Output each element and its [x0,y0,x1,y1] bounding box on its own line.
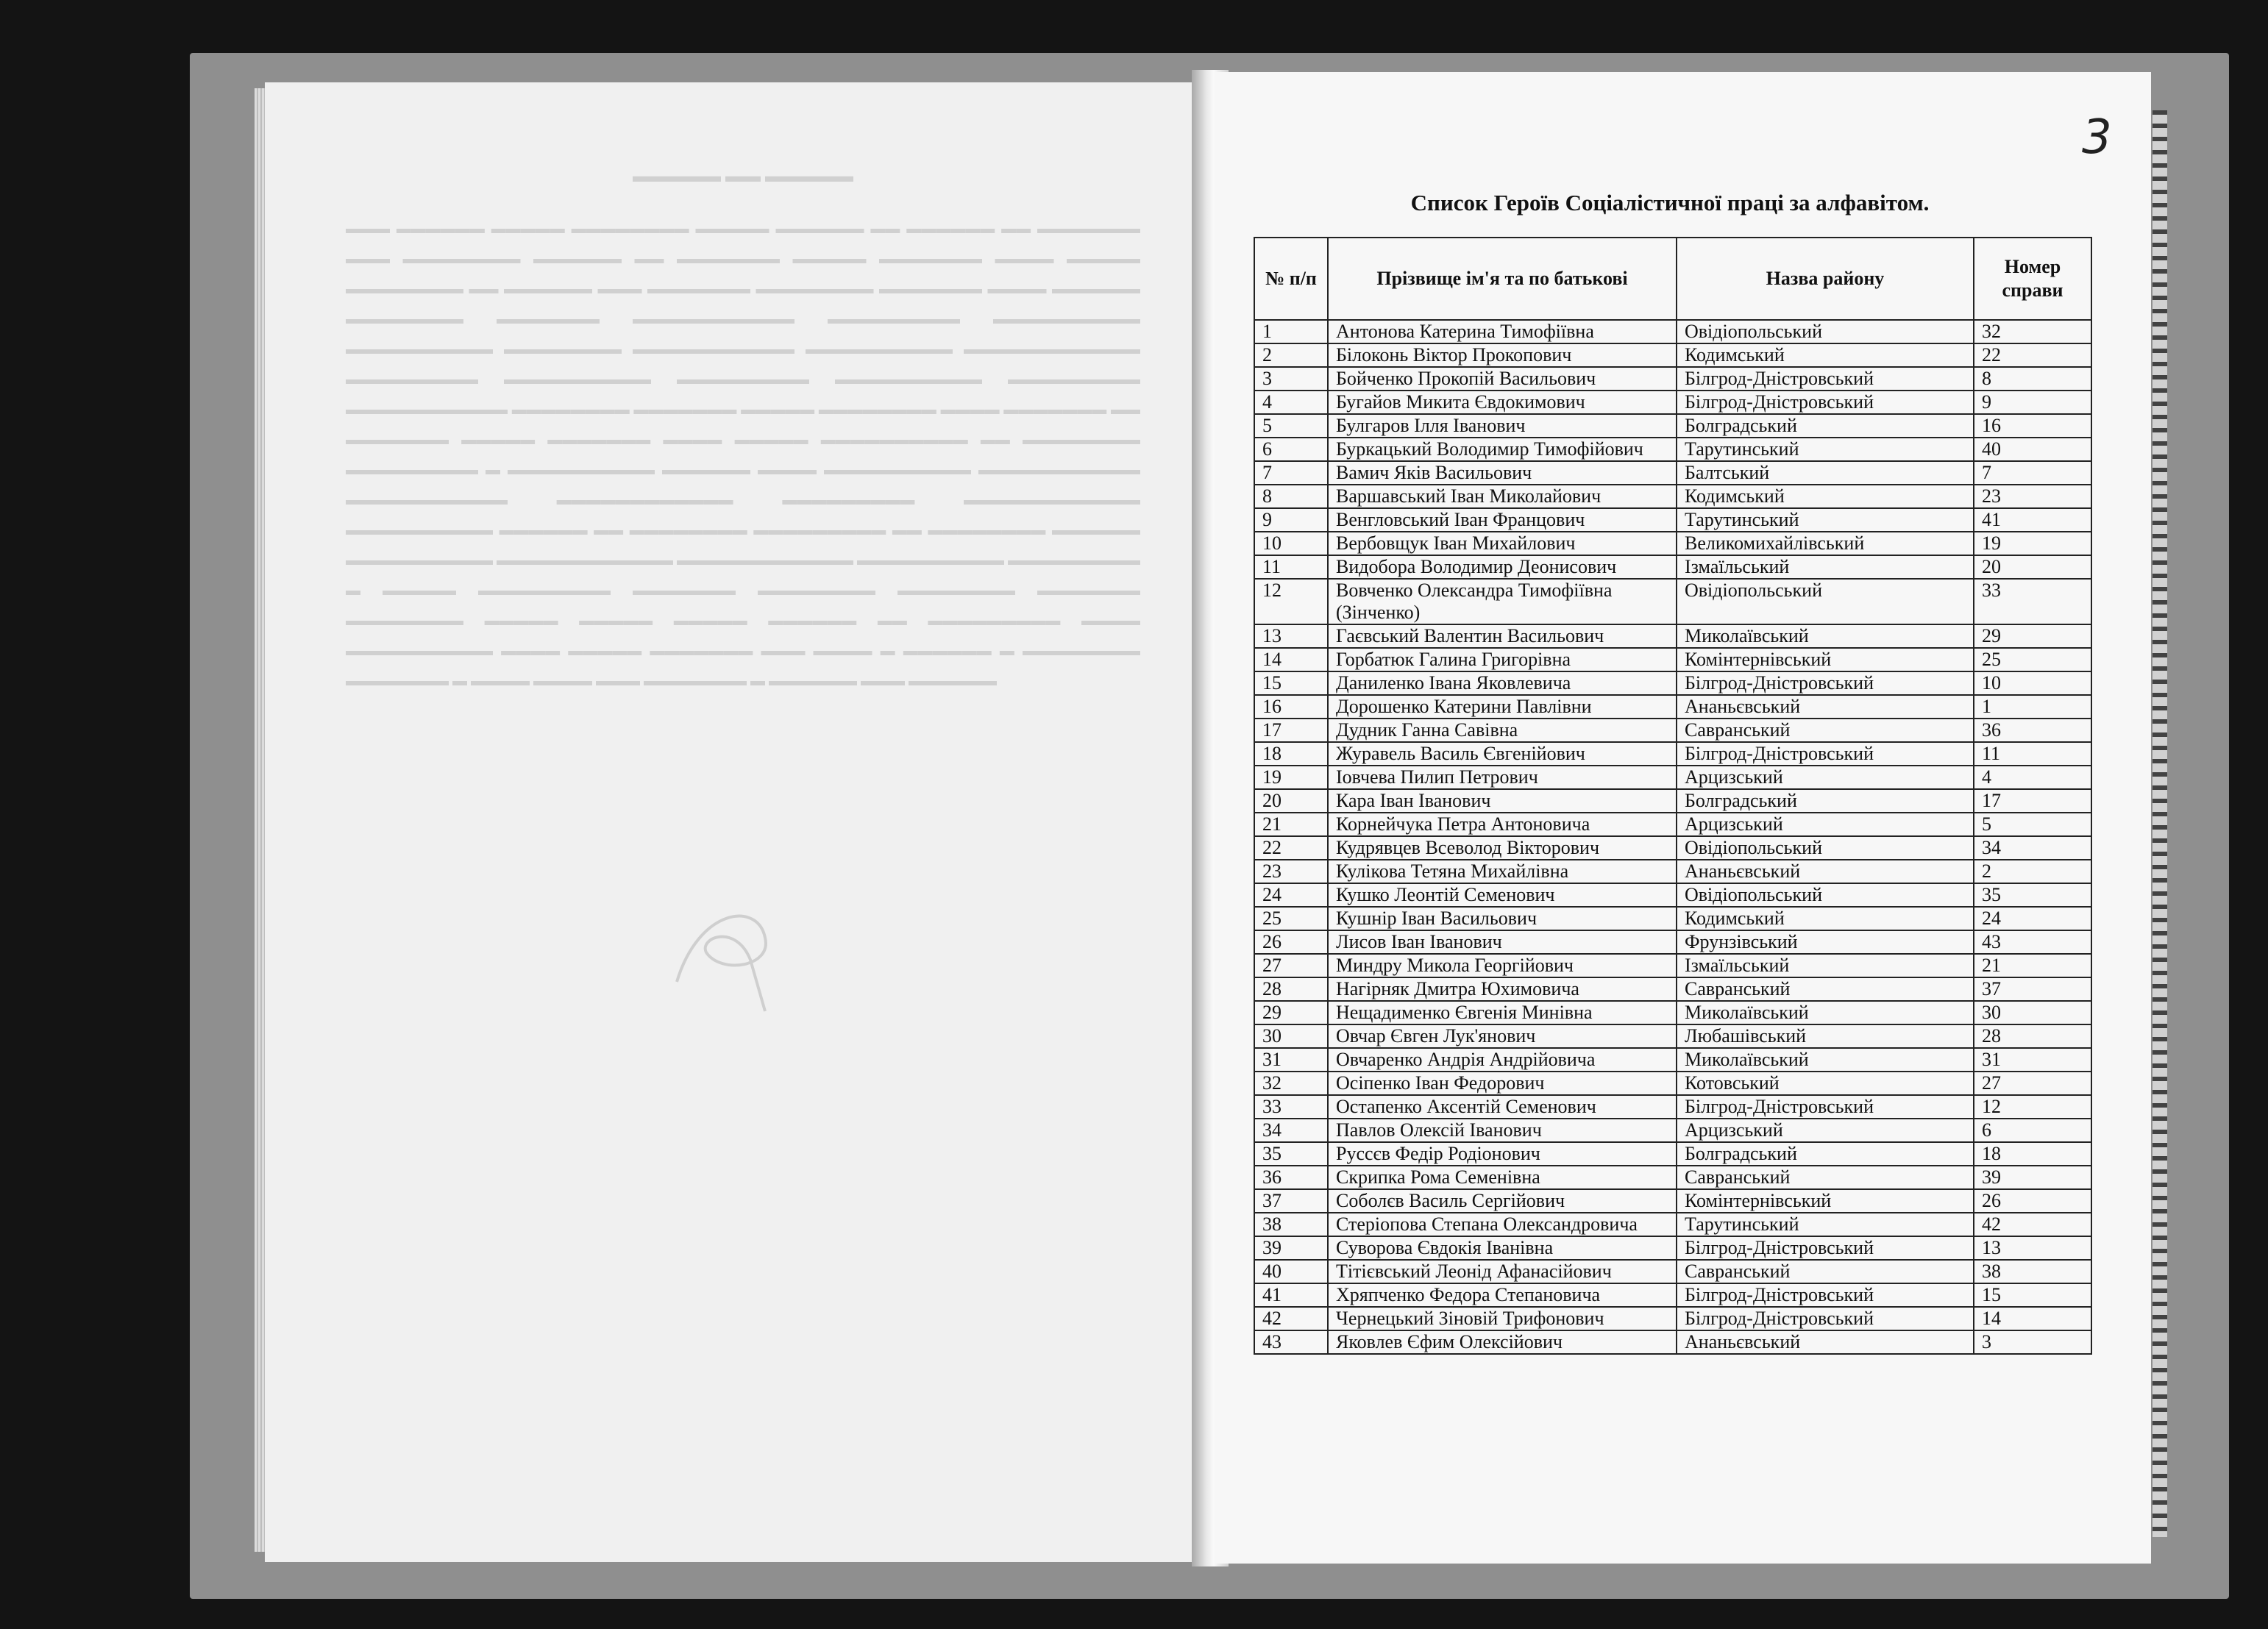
row-number: 11 [1254,555,1328,579]
row-district: Савранський [1677,1260,1974,1283]
row-case-number: 11 [1974,742,2091,766]
row-case-number: 6 [1974,1119,2091,1142]
row-case-number: 40 [1974,438,2091,461]
row-district: Котовський [1677,1072,1974,1095]
row-full-name: Павлов Олексій Іванович [1328,1119,1677,1142]
row-district: Фрунзівський [1677,930,1974,954]
row-number: 27 [1254,954,1328,977]
row-number: 23 [1254,860,1328,883]
row-number: 17 [1254,719,1328,742]
row-case-number: 13 [1974,1236,2091,1260]
row-case-number: 28 [1974,1024,2091,1048]
row-case-number: 42 [1974,1213,2091,1236]
row-district: Кодимський [1677,343,1974,367]
table-row [1254,391,2091,414]
row-case-number: 23 [1974,485,2091,508]
row-case-number: 22 [1974,343,2091,367]
row-case-number: 41 [1974,508,2091,532]
row-number: 28 [1254,977,1328,1001]
row-district: Ізмаїльський [1677,954,1974,977]
row-district: Ананьєвський [1677,1330,1974,1354]
header-number: № п/п [1254,238,1328,320]
row-full-name: Хряпченко Федора Степановича [1328,1283,1677,1307]
table-row [1254,485,2091,508]
row-full-name: Тітієвський Леонід Афанасійович [1328,1260,1677,1283]
row-full-name: Кулікова Тетяна Михайлівна [1328,860,1677,883]
table-row [1254,930,2091,954]
row-case-number: 25 [1974,648,2091,671]
row-full-name: Стеріопова Степана Олександровича [1328,1213,1677,1236]
row-district: Комінтернівський [1677,648,1974,671]
row-full-name: Нещадименко Євгенія Минівна [1328,1001,1677,1024]
row-number: 8 [1254,485,1328,508]
table-row [1254,1048,2091,1072]
row-full-name: Венгловський Іван Францович [1328,508,1677,532]
row-number: 36 [1254,1166,1328,1189]
row-district: Білгрод-Дністровський [1677,1236,1974,1260]
row-case-number: 12 [1974,1095,2091,1119]
row-district: Арцизський [1677,766,1974,789]
row-number: 19 [1254,766,1328,789]
row-district: Кодимський [1677,907,1974,930]
row-district: Ізмаїльський [1677,555,1974,579]
table-row [1254,1072,2091,1095]
row-number: 16 [1254,695,1328,719]
row-number: 38 [1254,1213,1328,1236]
row-case-number: 4 [1974,766,2091,789]
row-number: 3 [1254,367,1328,391]
row-case-number: 27 [1974,1072,2091,1095]
header-case-number: Номер справи [1974,238,2091,320]
table-row [1254,1236,2091,1260]
table-row [1254,367,2091,391]
row-full-name: Даниленко Івана Яковлевича [1328,671,1677,695]
row-full-name: Видобора Володимир Деонисович [1328,555,1677,579]
row-full-name: Кушнір Іван Васильович [1328,907,1677,930]
row-full-name: Горбатюк Галина Григорівна [1328,648,1677,671]
row-case-number: 30 [1974,1001,2091,1024]
row-number: 35 [1254,1142,1328,1166]
row-number: 12 [1254,579,1328,624]
table-row [1254,1142,2091,1166]
table-row [1254,860,2091,883]
table-row [1254,836,2091,860]
row-case-number: 15 [1974,1283,2091,1307]
row-number: 10 [1254,532,1328,555]
row-case-number: 20 [1974,555,2091,579]
row-case-number: 19 [1974,532,2091,555]
row-district: Комінтернівський [1677,1189,1974,1213]
table-row [1254,555,2091,579]
row-case-number: 32 [1974,320,2091,343]
row-case-number: 1 [1974,695,2091,719]
bleed-through-text: ▬▬▬▬▬ ▬▬ ▬▬▬▬▬ ▬▬▬ ▬▬▬▬▬▬ ▬▬▬▬▬ ▬▬▬▬▬▬▬▬ ▬▬▬▬▬ ▬▬▬▬▬▬ ▬▬ ▬▬▬▬▬▬ ▬▬ ▬▬▬▬▬▬▬ ▬▬▬ ▬▬▬▬▬▬▬▬ ▬▬▬▬▬▬ ▬▬ ▬▬▬▬▬▬▬ ▬▬▬▬▬ ▬▬▬▬▬▬▬ ▬▬▬▬ ▬▬▬▬▬ ▬▬▬▬▬▬▬▬ ▬▬ ▬▬▬▬▬▬ ▬▬▬ ▬▬▬▬▬▬▬ ▬▬▬▬▬▬▬▬ ▬▬▬▬▬▬▬ ▬▬▬▬ ▬▬▬▬▬▬ ▬▬▬▬▬▬▬▬ ▬▬▬▬▬▬▬ ▬▬▬▬▬▬▬▬▬▬▬ ▬▬▬▬▬▬▬▬▬ ▬▬▬▬▬▬▬▬▬▬ ▬▬▬▬▬▬▬▬▬▬ ▬▬▬▬▬▬▬▬ ▬▬▬▬▬▬▬▬▬▬▬ ▬▬▬▬▬▬▬▬▬▬ ▬▬▬▬▬▬▬▬▬▬▬▬ ▬▬▬▬▬▬▬▬▬ ▬▬▬▬▬▬▬▬▬▬ ▬▬▬▬▬▬▬▬▬ ▬▬▬▬▬▬▬▬▬▬ ▬▬▬▬▬▬▬▬▬ ▬▬▬▬▬▬▬▬▬▬▬ ▬▬▬▬▬▬▬▬ ▬▬▬▬▬▬▬ ▬▬▬▬▬ ▬▬▬▬▬▬▬▬ ▬▬▬▬ ▬▬▬▬▬▬▬ ▬▬ ▬▬▬▬▬▬▬ ▬▬▬▬▬ ▬▬▬▬▬▬▬ ▬▬▬▬ ▬▬▬▬▬ ▬▬▬▬▬▬▬▬▬▬ ▬▬ ▬▬▬▬▬▬▬▬ ▬▬▬▬▬▬▬▬▬ ▬ ▬▬▬▬▬▬▬▬▬▬ ▬▬▬▬▬▬ ▬▬▬▬ ▬▬▬▬▬▬▬▬▬▬ ▬▬▬▬▬▬▬▬▬▬▬ ▬▬▬▬▬▬▬▬▬▬▬ ▬▬▬▬▬▬▬▬▬▬▬▬ ▬▬▬▬▬▬▬▬▬ ▬▬▬▬▬▬▬▬▬▬▬▬ ▬▬▬▬▬▬▬▬▬▬ ▬▬▬▬▬▬ ▬▬ ▬▬▬▬▬▬▬▬ ▬▬▬▬▬▬▬▬▬ ▬▬ ▬▬▬▬▬▬▬▬ ▬▬▬▬▬▬ ▬▬▬▬▬▬▬▬▬▬ ▬▬▬▬▬▬▬▬▬▬▬▬ ▬▬▬▬▬▬▬▬▬▬▬▬ ▬▬▬▬▬▬▬▬▬▬ ▬▬▬▬▬▬▬▬▬ ▬ ▬▬▬▬▬ ▬▬▬▬▬▬▬▬▬ ▬▬▬▬▬▬▬ ▬▬▬▬▬▬▬▬ ▬▬▬▬▬▬▬▬ ▬▬▬▬▬▬▬ ▬▬▬▬▬▬▬▬ ▬▬▬▬▬ ▬▬▬▬▬ ▬▬▬▬▬ ▬▬▬▬▬▬ ▬▬ ▬▬▬▬▬▬▬▬▬ ▬▬▬▬ ▬▬▬▬▬▬▬▬▬▬ ▬▬▬▬ ▬▬▬▬▬ ▬▬▬▬▬▬▬ ▬▬▬ ▬▬▬▬ ▬ ▬▬▬▬▬▬ ▬ ▬▬▬▬▬▬▬▬ ▬▬▬▬▬▬▬ ▬ ▬▬▬▬ ▬▬▬▬ ▬▬▬ ▬▬▬▬▬▬▬ ▬ ▬▬▬▬▬▬ ▬▬▬ ▬▬▬▬▬▬ [346,167,1140,689]
row-district: Ананьєвський [1677,695,1974,719]
row-full-name: Остапенко Аксентій Семенович [1328,1095,1677,1119]
row-district: Миколаївський [1677,624,1974,648]
handwritten-page-number: 3 [2082,110,2112,165]
table-row [1254,1189,2091,1213]
row-full-name: Яковлев Єфим Олексійович [1328,1330,1677,1354]
row-full-name: Кушко Леонтій Семенович [1328,883,1677,907]
row-number: 41 [1254,1283,1328,1307]
row-case-number: 5 [1974,813,2091,836]
row-district: Білгрод-Дністровський [1677,1283,1974,1307]
header-full-name: Прізвище ім'я та по батькові [1328,238,1677,320]
row-full-name: Дорошенко Катерини Павлівни [1328,695,1677,719]
table-row [1254,532,2091,555]
row-number: 42 [1254,1307,1328,1330]
row-full-name: Овчаренко Андрія Андрійовича [1328,1048,1677,1072]
row-full-name: Вамич Яків Васильович [1328,461,1677,485]
row-number: 5 [1254,414,1328,438]
row-district: Білгрод-Дністровський [1677,671,1974,695]
row-full-name: Бойченко Прокопій Васильович [1328,367,1677,391]
row-number: 4 [1254,391,1328,414]
table-row [1254,1283,2091,1307]
table-row [1254,1307,2091,1330]
row-case-number: 10 [1974,671,2091,695]
row-full-name: Соболєв Василь Сергійович [1328,1189,1677,1213]
row-full-name: Варшавський Іван Миколайович [1328,485,1677,508]
row-case-number: 2 [1974,860,2091,883]
heroes-table [1254,237,2092,1355]
row-number: 32 [1254,1072,1328,1095]
row-district: Білгрод-Дністровський [1677,1307,1974,1330]
row-full-name: Кудрявцев Всеволод Вікторович [1328,836,1677,860]
row-full-name: Антонова Катерина Тимофіївна [1328,320,1677,343]
row-number: 34 [1254,1119,1328,1142]
row-district: Любашівський [1677,1024,1974,1048]
table-row [1254,414,2091,438]
row-full-name: Вербовщук Іван Михайлович [1328,532,1677,555]
row-case-number: 35 [1974,883,2091,907]
row-full-name: Руссєв Федір Родіонович [1328,1142,1677,1166]
table-row [1254,343,2091,367]
row-number: 13 [1254,624,1328,648]
row-number: 26 [1254,930,1328,954]
row-district: Арцизський [1677,813,1974,836]
row-case-number: 36 [1974,719,2091,742]
row-full-name: Білоконь Віктор Прокопович [1328,343,1677,367]
row-district: Тарутинський [1677,508,1974,532]
row-number: 30 [1254,1024,1328,1048]
row-number: 39 [1254,1236,1328,1260]
table-row [1254,648,2091,671]
row-case-number: 33 [1974,579,2091,624]
document-title: Список Героїв Соціалістичної праці за алфавітом. [1410,190,1930,215]
row-number: 14 [1254,648,1328,671]
table-row [1254,1166,2091,1189]
table-row [1254,883,2091,907]
table-row [1254,438,2091,461]
row-number: 6 [1254,438,1328,461]
row-district: Білгрод-Дністровський [1677,1095,1974,1119]
row-district: Тарутинський [1677,438,1974,461]
row-district: Савранський [1677,977,1974,1001]
row-full-name: Вовченко Олександра Тимофіївна (Зінченко) [1328,579,1677,624]
row-case-number: 39 [1974,1166,2091,1189]
row-number: 22 [1254,836,1328,860]
row-district: Тарутинський [1677,1213,1974,1236]
row-district: Овідіопольський [1677,320,1974,343]
row-case-number: 37 [1974,977,2091,1001]
row-district: Миколаївський [1677,1048,1974,1072]
table-row [1254,789,2091,813]
row-district: Овідіопольський [1677,883,1974,907]
row-number: 21 [1254,813,1328,836]
table-row [1254,719,2091,742]
table-row [1254,977,2091,1001]
row-district: Болградський [1677,414,1974,438]
table-row [1254,766,2091,789]
row-case-number: 17 [1974,789,2091,813]
row-case-number: 21 [1974,954,2091,977]
row-full-name: Журавель Василь Євгенійович [1328,742,1677,766]
row-number: 9 [1254,508,1328,532]
bleed-through-signature [655,894,802,1019]
row-case-number: 38 [1974,1260,2091,1283]
row-full-name: Суворова Євдокія Іванівна [1328,1236,1677,1260]
row-number: 7 [1254,461,1328,485]
row-number: 43 [1254,1330,1328,1354]
table-row [1254,1119,2091,1142]
row-number: 20 [1254,789,1328,813]
row-full-name: Дудник Ганна Савівна [1328,719,1677,742]
row-case-number: 31 [1974,1048,2091,1072]
row-district: Болградський [1677,789,1974,813]
table-row [1254,671,2091,695]
row-full-name: Буркацький Володимир Тимофійович [1328,438,1677,461]
row-district: Балтський [1677,461,1974,485]
row-district: Білгрод-Дністровський [1677,391,1974,414]
row-district: Савранський [1677,1166,1974,1189]
row-number: 25 [1254,907,1328,930]
row-case-number: 29 [1974,624,2091,648]
row-case-number: 7 [1974,461,2091,485]
row-number: 24 [1254,883,1328,907]
table-row [1254,1260,2091,1283]
table-row [1254,954,2091,977]
row-district: Овідіопольський [1677,836,1974,860]
row-full-name: Нагірняк Дмитра Юхимовича [1328,977,1677,1001]
row-district: Білгрод-Дністровський [1677,742,1974,766]
table-row [1254,1213,2091,1236]
row-number: 29 [1254,1001,1328,1024]
row-full-name: Булгаров Ілля Іванович [1328,414,1677,438]
table-row [1254,742,2091,766]
row-district: Кодимський [1677,485,1974,508]
row-number: 40 [1254,1260,1328,1283]
table-row [1254,1001,2091,1024]
table-row [1254,1024,2091,1048]
row-case-number: 24 [1974,907,2091,930]
row-case-number: 26 [1974,1189,2091,1213]
row-district: Білгрод-Дністровський [1677,367,1974,391]
row-district: Ананьєвський [1677,860,1974,883]
row-case-number: 18 [1974,1142,2091,1166]
header-district: Назва району [1677,238,1974,320]
row-case-number: 3 [1974,1330,2091,1354]
table-row [1254,320,2091,343]
table-row [1254,579,2091,624]
row-number: 18 [1254,742,1328,766]
row-case-number: 14 [1974,1307,2091,1330]
binding-perforation [2153,110,2167,1537]
table-row [1254,695,2091,719]
table-row [1254,1095,2091,1119]
row-district: Арцизський [1677,1119,1974,1142]
row-full-name: Овчар Євген Лук'янович [1328,1024,1677,1048]
row-full-name: Скрипка Рома Семенівна [1328,1166,1677,1189]
row-district: Овідіопольський [1677,579,1974,624]
row-district: Миколаївський [1677,1001,1974,1024]
row-full-name: Чернецький Зіновій Трифонович [1328,1307,1677,1330]
row-number: 15 [1254,671,1328,695]
row-number: 1 [1254,320,1328,343]
row-full-name: Лисов Іван Іванович [1328,930,1677,954]
table-row [1254,624,2091,648]
row-district: Болградський [1677,1142,1974,1166]
row-number: 33 [1254,1095,1328,1119]
row-case-number: 43 [1974,930,2091,954]
table-row [1254,907,2091,930]
row-district: Савранський [1677,719,1974,742]
row-full-name: Гаєвський Валентин Васильович [1328,624,1677,648]
row-full-name: Осіпенко Іван Федорович [1328,1072,1677,1095]
table-header-row [1254,238,2091,320]
table-row [1254,461,2091,485]
row-number: 37 [1254,1189,1328,1213]
table-body [1254,320,2091,1354]
row-case-number: 8 [1974,367,2091,391]
row-district: Великомихайлівський [1677,532,1974,555]
table-row [1254,1330,2091,1354]
row-full-name: Корнейчука Петра Антоновича [1328,813,1677,836]
row-number: 2 [1254,343,1328,367]
table-row [1254,813,2091,836]
row-case-number: 9 [1974,391,2091,414]
row-case-number: 16 [1974,414,2091,438]
row-full-name: Бугайов Микита Євдокимович [1328,391,1677,414]
row-case-number: 34 [1974,836,2091,860]
table-row [1254,508,2091,532]
row-number: 31 [1254,1048,1328,1072]
row-full-name: Миндру Микола Георгійович [1328,954,1677,977]
row-full-name: Кара Іван Іванович [1328,789,1677,813]
row-full-name: Іовчева Пилип Петрович [1328,766,1677,789]
